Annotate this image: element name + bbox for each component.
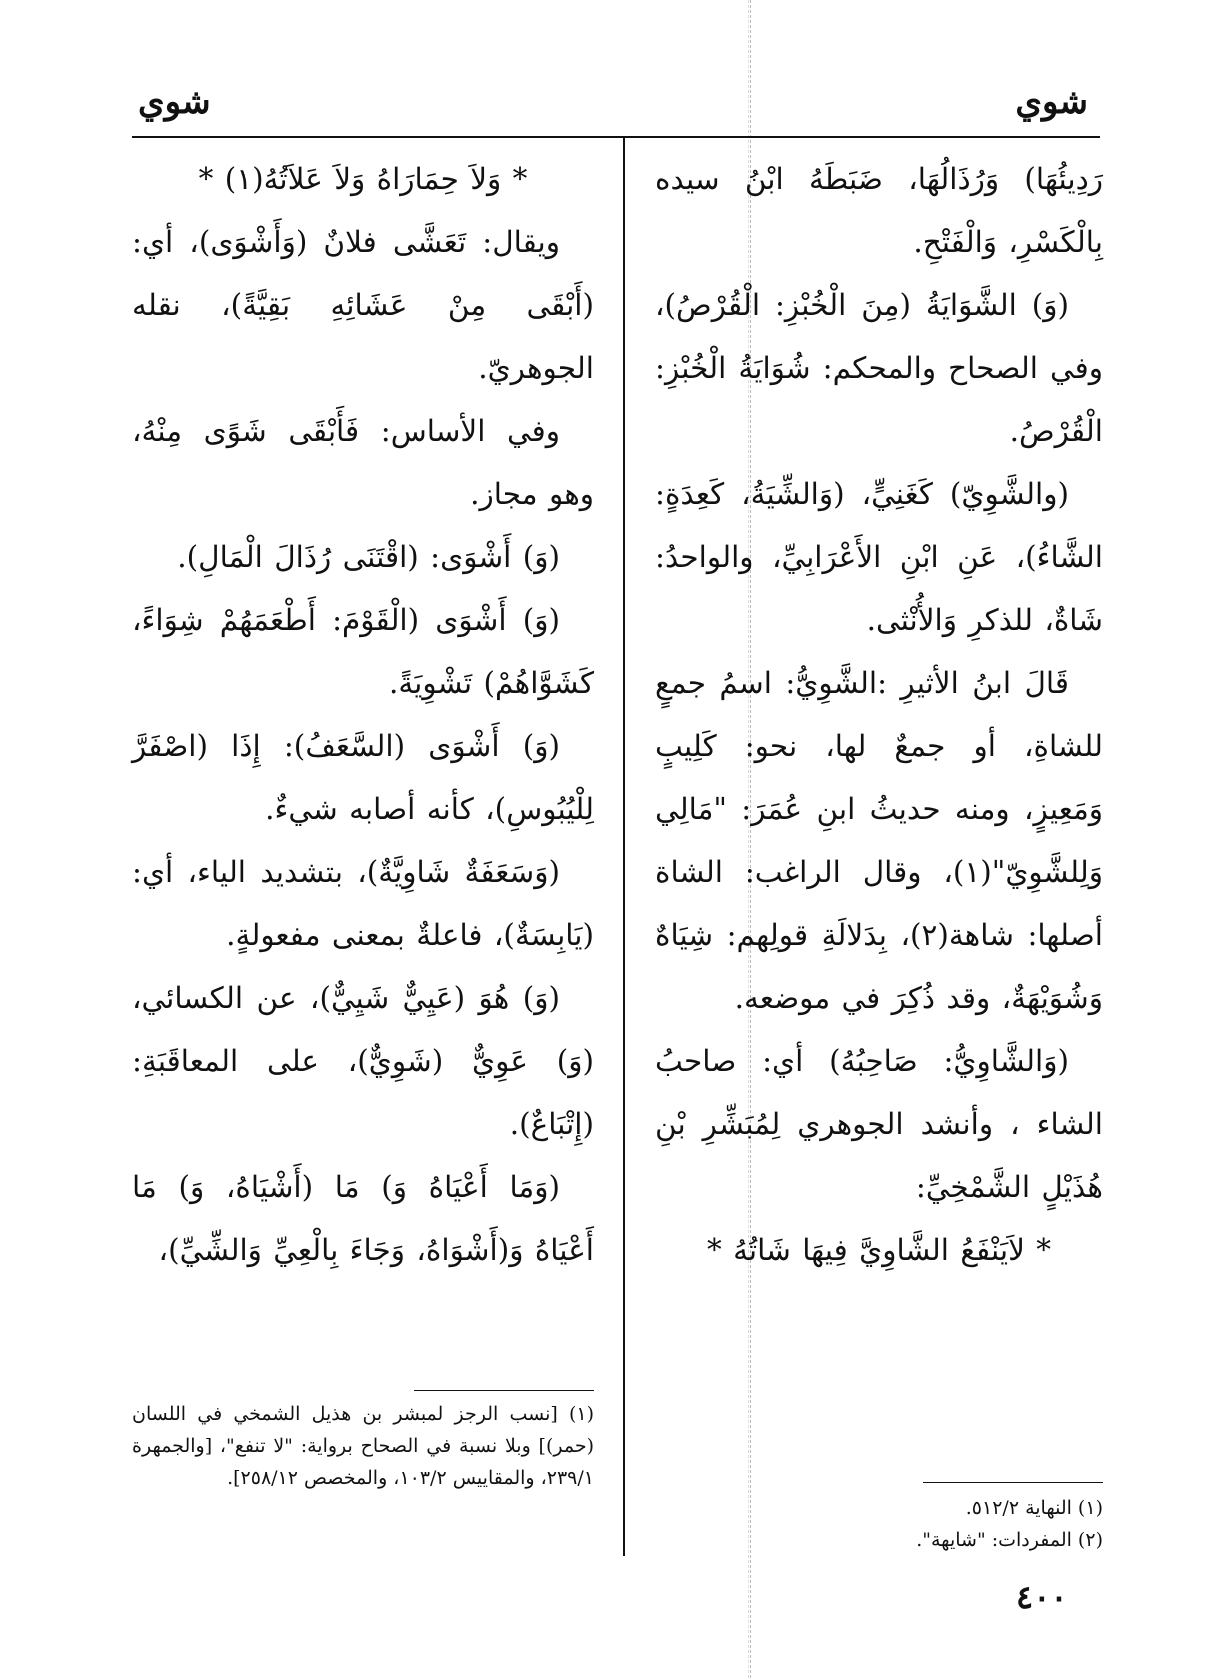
column-divider: [623, 136, 625, 1556]
paragraph: وفي الأساس: فَأَبْقَى شَوًى مِنْهُ، وهو مجاز.: [132, 414, 594, 511]
verse-line: * لاَيَنْفَعُ الشَّاوِيَّ فِيهَا شَاتُهُ *: [706, 1233, 1052, 1267]
paragraph: قَالَ ابنُ الأثيرِ :الشَّوِيُّ: اسمُ جمعٍ للشاةِ، أو جمعٌ لها، نحو: كَلِيبٍ وَمَعِيزٍ، ومنه حديثُ ابنِ عُمَرَ: "مَالِي وَلِلشَّوِيّ"(١)، وقال الراغب: الشاة أصلها: شاهة(٢)، بِدَلالَةِ قولِهم: شِيَاهٌ وَشُوَيْهَةٌ، وقد ذُكِرَ في موضعه.: [655, 666, 1103, 1015]
running-head-left: شوي: [138, 82, 211, 122]
paragraph: (وَمَا أَعْيَاهُ وَ) مَا (أَشْيَاهُ، وَ) مَا أَعْيَاهُ وَ(أَشْوَاهُ، وَجَاءَ بِالْعِيِّ وَالشِّيِّ)،: [132, 1170, 594, 1267]
paragraph: (وَ) أَشْوَى (الْقَوْمَ: أَطْعَمَهُمْ شِوَاءً، كَشَوَّاهُمْ) تَشْوِيَةً.: [132, 603, 594, 700]
verse-line: * وَلاَ حِمَارَاهُ وَلاَ عَلاَتُهُ(١) *: [198, 162, 528, 196]
right-column: [655, 148, 1103, 1282]
footnotes-left: [132, 1398, 594, 1494]
left-column: [132, 148, 594, 1282]
footnote: (٢) المفردات: "شايهة".: [916, 1529, 1103, 1551]
running-header: [132, 82, 1100, 138]
footnote-rule: [923, 1482, 1103, 1483]
paragraph: ويقال: تَعَشَّى فلانٌ (وَأَشْوَى)، أي: (أَبْقَى مِنْ عَشَائِهِ بَقِيَّةً)، نقله الجوهريّ.: [132, 225, 594, 385]
running-head-right: شوي: [1015, 82, 1088, 122]
footnote: (١) [نسب الرجز لمبشر بن هذيل الشمخي في اللسان (حمر)] وبلا نسبة في الصحاح برواية: "لا تنفع"، [والجمهرة ٢٣٩/١، والمقاييس ١٠٣/٢، والمخصص ٢٥٨/١٢].: [132, 1403, 594, 1489]
paragraph: (وَالشَّاوِيُّ: صَاحِبُهُ) أي: صاحبُ الشاء ، وأنشد الجوهري لِمُبَشِّرِ بْنِ هُذَيْلٍ الشَّمْخِيِّ:: [655, 1044, 1103, 1204]
paragraph: (وَ) أَشْوَى (السَّعَفُ): إِذَا (اصْفَرَّ لِلْيُبُوسِ)، كأنه أصابه شيءٌ.: [132, 729, 594, 826]
paragraph: (وَسَعَفَةٌ شَاوِيَّةٌ)، بتشديد الياء، أي: (يَابِسَةٌ)، فاعلةٌ بمعنى مفعولةٍ.: [132, 855, 594, 952]
footnote-rule: [414, 1390, 594, 1391]
footnotes-right: [655, 1492, 1103, 1556]
paragraph: (وَ) هُوَ (عَيِيٌّ شَيِيٌّ)، عن الكسائي، (وَ) عَوِيٌّ (شَوِيٌّ)، على المعاقَبَةِ: (إِتْبَاعٌ).: [132, 981, 594, 1141]
page-number: ٤٠٠: [1016, 1578, 1068, 1616]
paragraph: رَدِيئُهَا) وَرُذَالُهَا، ضَبَطَهُ ابْنُ سيده بِالْكَسْرِ، وَالْفَتْحِ.: [655, 162, 1103, 259]
paragraph: (وَ) الشَّوَايَةُ (مِنَ الْخُبْزِ: الْقُرْصُ)، وفي الصحاح والمحكم: شُوَايَةُ الْخُبْزِ: الْقُرْصُ.: [655, 288, 1103, 448]
paragraph: (والشَّوِيّ) كَغَنِيٍّ، (وَالشِّيَةُ، كَعِدَةٍ: الشَّاءُ)، عَنِ ابْنِ الأَعْرَابِيِّ، والواحدُ: شَاةٌ، للذكرِ وَالأُنْثى.: [655, 477, 1103, 637]
footnote: (١) النهاية ٥١٢/٢.: [965, 1497, 1103, 1519]
paragraph: (وَ) أَشْوَى: (اقْتَنَى رُذَالَ الْمَالِ).: [177, 540, 560, 574]
